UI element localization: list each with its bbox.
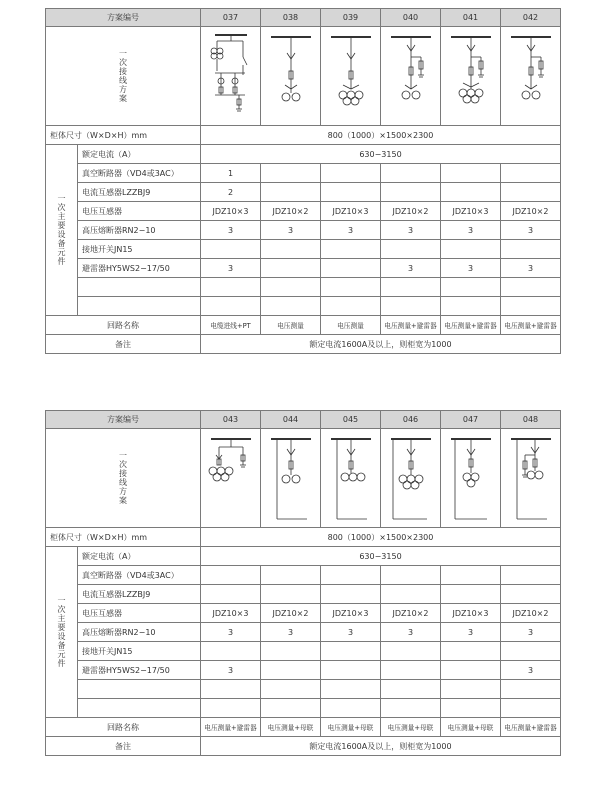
table-cell bbox=[381, 661, 441, 680]
table-cell bbox=[321, 585, 381, 604]
table-cell bbox=[321, 642, 381, 661]
table-cell bbox=[261, 259, 321, 278]
earth-row bbox=[46, 642, 561, 661]
table-cell: 3 bbox=[261, 221, 321, 240]
table-cell: JDZ10×2 bbox=[261, 202, 321, 221]
table-cell: 电压测量+母联 bbox=[321, 718, 381, 737]
wiring-row bbox=[46, 27, 561, 126]
table-cell: 3 bbox=[201, 661, 261, 680]
table-cell bbox=[381, 183, 441, 202]
scheme-no-label: 方案编号 bbox=[46, 411, 201, 429]
blank-row bbox=[46, 278, 561, 297]
circuit-row bbox=[46, 718, 561, 737]
vcb-row bbox=[46, 164, 561, 183]
table-cell: 3 bbox=[381, 623, 441, 642]
remark-label: 备注 bbox=[46, 737, 201, 756]
table-cell bbox=[501, 585, 561, 604]
vt-row bbox=[46, 202, 561, 221]
wiring-diagram-045 bbox=[323, 431, 379, 525]
arrester-row bbox=[46, 259, 561, 278]
table-cell: 电压测量+避雷器 bbox=[201, 718, 261, 737]
wiring-diagram-cell bbox=[261, 429, 321, 528]
vt-label: 电压互感器 bbox=[78, 202, 201, 221]
table-cell bbox=[381, 566, 441, 585]
table-cell: 3 bbox=[441, 221, 501, 240]
circuit-label: 回路名称 bbox=[46, 316, 201, 335]
table-cell: 3 bbox=[501, 259, 561, 278]
scheme-no-cell: 045 bbox=[321, 411, 381, 429]
earth-row bbox=[46, 240, 561, 259]
table-cell bbox=[441, 585, 501, 604]
vcb-row bbox=[46, 566, 561, 585]
rated-current-label: 额定电流（A） bbox=[78, 145, 201, 164]
fuse-label: 高压熔断器RN2−10 bbox=[78, 623, 201, 642]
table-cell bbox=[201, 642, 261, 661]
table-cell: 电压测量+母联 bbox=[441, 718, 501, 737]
table-cell bbox=[441, 566, 501, 585]
table-cell: JDZ10×2 bbox=[381, 202, 441, 221]
main-equipment-label-cell bbox=[46, 145, 78, 316]
table-cell bbox=[441, 183, 501, 202]
scheme-no-cell: 043 bbox=[201, 411, 261, 429]
remark-value: 额定电流1600A及以上，则柜宽为1000 bbox=[201, 737, 561, 756]
table-cell bbox=[501, 164, 561, 183]
main-equipment-label: 一次主要设备元件 bbox=[57, 596, 66, 668]
scheme-no-cell: 037 bbox=[201, 9, 261, 27]
ct-label: 电流互感器LZZBJ9 bbox=[78, 183, 201, 202]
scheme-no-cell: 042 bbox=[501, 9, 561, 27]
table-cell: JDZ10×2 bbox=[381, 604, 441, 623]
circuit-row bbox=[46, 316, 561, 335]
main-equipment-label-cell bbox=[46, 547, 78, 718]
table-cell: 3 bbox=[501, 661, 561, 680]
wiring-diagram-cell bbox=[441, 429, 501, 528]
vt-row bbox=[46, 604, 561, 623]
ct-row bbox=[46, 585, 561, 604]
scheme-no-cell: 039 bbox=[321, 9, 381, 27]
vcb-label: 真空断路器（VD4或3AC） bbox=[78, 566, 201, 585]
table-cell: 3 bbox=[381, 221, 441, 240]
rated-current-row bbox=[46, 145, 561, 164]
vcb-label: 真空断路器（VD4或3AC） bbox=[78, 164, 201, 183]
table-cell bbox=[321, 259, 381, 278]
table-cell bbox=[261, 566, 321, 585]
earth-label: 接地开关JN15 bbox=[78, 240, 201, 259]
wiring-label: 一次接线方案 bbox=[119, 451, 127, 505]
wiring-diagram-047 bbox=[443, 431, 499, 525]
wiring-diagram-cell bbox=[201, 27, 261, 126]
table-cell bbox=[321, 164, 381, 183]
table-cell: 3 bbox=[381, 259, 441, 278]
table-cell bbox=[381, 164, 441, 183]
wiring-diagram-044 bbox=[263, 431, 319, 525]
scheme-table-037-042 bbox=[45, 8, 561, 354]
table-cell: JDZ10×3 bbox=[441, 604, 501, 623]
wiring-diagram-cell bbox=[501, 429, 561, 528]
remark-label: 备注 bbox=[46, 335, 201, 354]
table-cell bbox=[441, 164, 501, 183]
table-cell bbox=[381, 642, 441, 661]
wiring-diagram-cell bbox=[441, 27, 501, 126]
wiring-diagram-cell bbox=[381, 429, 441, 528]
blank-row bbox=[46, 699, 561, 718]
wiring-diagram-cell bbox=[201, 429, 261, 528]
wiring-diagram-043 bbox=[203, 431, 259, 525]
scheme-no-cell: 046 bbox=[381, 411, 441, 429]
table-cell: JDZ10×2 bbox=[261, 604, 321, 623]
table-cell bbox=[381, 585, 441, 604]
table-cell: 3 bbox=[201, 623, 261, 642]
scheme-no-cell: 041 bbox=[441, 9, 501, 27]
table-cell: 3 bbox=[441, 623, 501, 642]
table-cell bbox=[501, 566, 561, 585]
wiring-diagram-037 bbox=[203, 29, 259, 123]
table-cell bbox=[321, 183, 381, 202]
table-cell bbox=[381, 240, 441, 259]
scheme-no-cell: 048 bbox=[501, 411, 561, 429]
vt-label: 电压互感器 bbox=[78, 604, 201, 623]
table-cell bbox=[501, 240, 561, 259]
table-cell: 3 bbox=[261, 623, 321, 642]
table-cell bbox=[441, 240, 501, 259]
wiring-diagram-cell bbox=[501, 27, 561, 126]
arrester-row bbox=[46, 661, 561, 680]
table-cell bbox=[261, 240, 321, 259]
rated-current-value: 630−3150 bbox=[201, 145, 561, 164]
table-cell: 3 bbox=[201, 259, 261, 278]
wiring-diagram-cell bbox=[261, 27, 321, 126]
table-cell bbox=[441, 642, 501, 661]
table-cell bbox=[201, 585, 261, 604]
size-row bbox=[46, 528, 561, 547]
table-cell bbox=[441, 661, 501, 680]
table-cell: JDZ10×3 bbox=[321, 202, 381, 221]
wiring-diagram-042 bbox=[503, 29, 559, 123]
table-cell bbox=[261, 183, 321, 202]
scheme-no-label: 方案编号 bbox=[46, 9, 201, 27]
scheme-no-cell: 044 bbox=[261, 411, 321, 429]
wiring-diagram-038 bbox=[263, 29, 319, 123]
wiring-diagram-cell bbox=[321, 429, 381, 528]
table-cell: 3 bbox=[321, 623, 381, 642]
header-row bbox=[46, 411, 561, 429]
table-cell: 3 bbox=[321, 221, 381, 240]
table-cell bbox=[261, 585, 321, 604]
table-cell: 电压测量 bbox=[261, 316, 321, 335]
size-label: 柜体尺寸（W×D×H）mm bbox=[46, 528, 201, 547]
scheme-table-043-048 bbox=[45, 410, 561, 756]
fuse-row bbox=[46, 623, 561, 642]
wiring-diagram-048 bbox=[503, 431, 559, 525]
wiring-diagram-cell bbox=[381, 27, 441, 126]
table-cell: JDZ10×3 bbox=[321, 604, 381, 623]
remark-row bbox=[46, 335, 561, 354]
size-value: 800（1000）×1500×2300 bbox=[201, 126, 561, 145]
table-cell: JDZ10×2 bbox=[501, 202, 561, 221]
wiring-diagram-046 bbox=[383, 431, 439, 525]
wiring-diagram-040 bbox=[383, 29, 439, 123]
header-row bbox=[46, 9, 561, 27]
scheme-no-cell: 038 bbox=[261, 9, 321, 27]
fuse-label: 高压熔断器RN2−10 bbox=[78, 221, 201, 240]
table-cell: 电缆进线+PT bbox=[201, 316, 261, 335]
ct-row bbox=[46, 183, 561, 202]
table-cell: 3 bbox=[441, 259, 501, 278]
table-cell: 电压测量+避雷器 bbox=[381, 316, 441, 335]
arrester-label: 避雷器HY5WS2−17/50 bbox=[78, 259, 201, 278]
circuit-label: 回路名称 bbox=[46, 718, 201, 737]
size-label: 柜体尺寸（W×D×H）mm bbox=[46, 126, 201, 145]
wiring-label: 一次接线方案 bbox=[119, 49, 127, 103]
rated-current-row bbox=[46, 547, 561, 566]
table-cell: JDZ10×3 bbox=[201, 604, 261, 623]
table-cell: 电压测量+避雷器 bbox=[441, 316, 501, 335]
table-cell bbox=[261, 661, 321, 680]
table-cell: JDZ10×3 bbox=[441, 202, 501, 221]
table-cell: 电压测量+避雷器 bbox=[501, 718, 561, 737]
table-cell bbox=[201, 566, 261, 585]
blank-row bbox=[46, 297, 561, 316]
table-cell: 电压测量+避雷器 bbox=[501, 316, 561, 335]
rated-current-label: 额定电流（A） bbox=[78, 547, 201, 566]
table-cell: 电压测量 bbox=[321, 316, 381, 335]
ct-label: 电流互感器LZZBJ9 bbox=[78, 585, 201, 604]
table-cell bbox=[321, 240, 381, 259]
table-cell: 电压测量+母联 bbox=[261, 718, 321, 737]
table-cell bbox=[501, 183, 561, 202]
size-row bbox=[46, 126, 561, 145]
wiring-diagram-039 bbox=[323, 29, 379, 123]
main-equipment-label: 一次主要设备元件 bbox=[57, 194, 66, 266]
table-cell: 3 bbox=[501, 623, 561, 642]
table-cell bbox=[321, 566, 381, 585]
scheme-no-cell: 040 bbox=[381, 9, 441, 27]
table-cell: 2 bbox=[201, 183, 261, 202]
table-cell bbox=[501, 642, 561, 661]
table-cell: JDZ10×2 bbox=[501, 604, 561, 623]
remark-value: 额定电流1600A及以上，则柜宽为1000 bbox=[201, 335, 561, 354]
wiring-diagram-cell bbox=[321, 27, 381, 126]
table-cell bbox=[321, 661, 381, 680]
earth-label: 接地开关JN15 bbox=[78, 642, 201, 661]
table-cell: 3 bbox=[201, 221, 261, 240]
blank-row bbox=[46, 680, 561, 699]
wiring-row bbox=[46, 429, 561, 528]
wiring-label-cell bbox=[46, 429, 201, 528]
table-cell bbox=[261, 642, 321, 661]
remark-row bbox=[46, 737, 561, 756]
table-cell: 电压测量+母联 bbox=[381, 718, 441, 737]
arrester-label: 避雷器HY5WS2−17/50 bbox=[78, 661, 201, 680]
table-cell bbox=[201, 240, 261, 259]
wiring-diagram-041 bbox=[443, 29, 499, 123]
scheme-no-cell: 047 bbox=[441, 411, 501, 429]
table-cell bbox=[261, 164, 321, 183]
size-value: 800（1000）×1500×2300 bbox=[201, 528, 561, 547]
wiring-label-cell bbox=[46, 27, 201, 126]
table-cell: JDZ10×3 bbox=[201, 202, 261, 221]
rated-current-value: 630−3150 bbox=[201, 547, 561, 566]
fuse-row bbox=[46, 221, 561, 240]
table-cell: 3 bbox=[501, 221, 561, 240]
table-cell: 1 bbox=[201, 164, 261, 183]
